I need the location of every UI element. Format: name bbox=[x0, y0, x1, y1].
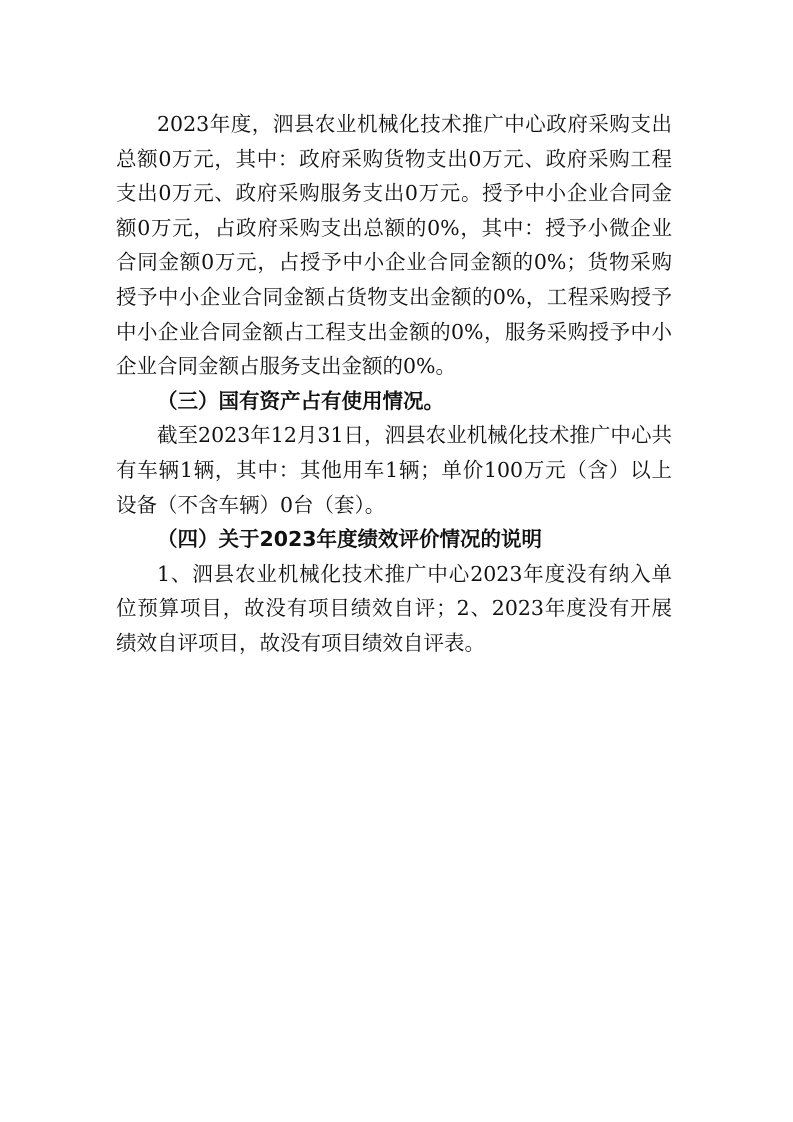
assets-heading: （三）国有资产占有使用情况。 bbox=[157, 388, 444, 413]
document-body bbox=[116, 107, 672, 661]
procurement-paragraph: 2023年度，泗县农业机械化技术推广中心政府采购支出总额0万元，其中：政府采购货物支出0万元、政府采购工程支出0万元、政府采购服务支出0万元。授予中小企业合同金额0万元，占政府采购支出总额的0%，其中：授予小微企业合同金额0万元，占授予中小企业合同金额的0%；货物采购授予中小企业合同金额占货物支出金额的0%，工程采购授予中小企业合同金额占工程支出金额的0%，服务采购授予中小企业合同金额占服务支出金额的0%。 bbox=[116, 112, 672, 379]
performance-heading: （四）关于2023年度绩效评价情况的说明 bbox=[157, 527, 543, 552]
assets-paragraph: 截至2023年12月31日，泗县农业机械化技术推广中心共有车辆1辆，其中：其他用车1辆；单价100万元（含）以上设备（不含车辆）0台（套）。 bbox=[116, 423, 672, 517]
performance-paragraph: 1、泗县农业机械化技术推广中心2023年度没有纳入单位预算项目，故没有项目绩效自评；2、2023年度没有开展绩效自评项目，故没有项目绩效自评表。 bbox=[116, 561, 672, 655]
